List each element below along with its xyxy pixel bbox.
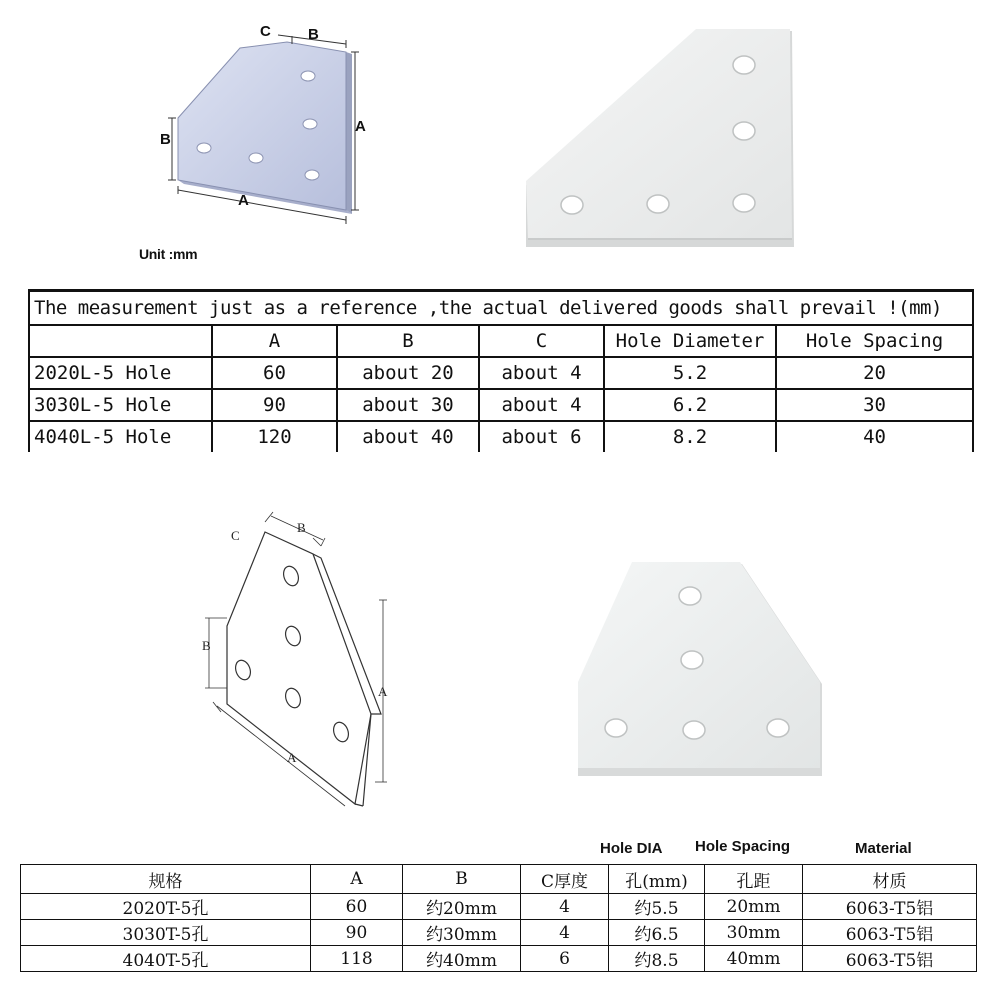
l-plate-dimension-diagram bbox=[150, 18, 380, 238]
table-cell: 4 bbox=[521, 920, 609, 946]
table-cell: 约6.5 bbox=[609, 920, 705, 946]
header-cell: B bbox=[337, 325, 479, 357]
table-cell: 60 bbox=[311, 894, 403, 920]
label-a-bottom: A bbox=[287, 750, 297, 765]
table-cell: about 4 bbox=[479, 389, 604, 421]
table-cell: 3030L-5 Hole bbox=[29, 389, 212, 421]
label-c: C bbox=[231, 528, 240, 543]
table-cell: about 30 bbox=[337, 389, 479, 421]
table-cell: 4040T-5孔 bbox=[21, 946, 311, 972]
table-cell: 约8.5 bbox=[609, 946, 705, 972]
table-row bbox=[29, 357, 973, 389]
table-cell: 40 bbox=[776, 421, 973, 452]
header-cell: 规格 bbox=[21, 865, 311, 894]
table-cell: 4 bbox=[521, 894, 609, 920]
table-cell: 6 bbox=[521, 946, 609, 972]
table-cell: 6.2 bbox=[604, 389, 776, 421]
table-cell: 约5.5 bbox=[609, 894, 705, 920]
table-cell: 约30mm bbox=[403, 920, 521, 946]
table-cell: 90 bbox=[311, 920, 403, 946]
table-cell: 30 bbox=[776, 389, 973, 421]
table-cell: 8.2 bbox=[604, 421, 776, 452]
table-row bbox=[29, 389, 973, 421]
header-cell: 材质 bbox=[803, 865, 977, 894]
l-plate-drawing bbox=[150, 18, 380, 238]
table-row bbox=[21, 920, 977, 946]
header-cell: Hole Spacing bbox=[776, 325, 973, 357]
label-b-side: B bbox=[202, 638, 211, 653]
header-cell: C bbox=[479, 325, 604, 357]
table-row bbox=[29, 421, 973, 452]
table-cell: 2020T-5孔 bbox=[21, 894, 311, 920]
hole-spacing-label: Hole Spacing bbox=[695, 838, 791, 855]
table-cell: 120 bbox=[212, 421, 337, 452]
table-cell: 60 bbox=[212, 357, 337, 389]
table-caption-row bbox=[29, 291, 973, 326]
table-cell: 118 bbox=[311, 946, 403, 972]
label-b-top: B bbox=[297, 520, 306, 535]
l-plate-photo bbox=[510, 25, 810, 255]
table-header-row bbox=[29, 325, 973, 357]
table-cell: 3030T-5孔 bbox=[21, 920, 311, 946]
header-cell: 孔距 bbox=[705, 865, 803, 894]
table-row bbox=[21, 946, 977, 972]
t-plate-photo bbox=[572, 560, 828, 780]
table-cell: 30mm bbox=[705, 920, 803, 946]
header-cell: 孔(mm) bbox=[609, 865, 705, 894]
table-cell: 4040L-5 Hole bbox=[29, 421, 212, 452]
table-cell: 5.2 bbox=[604, 357, 776, 389]
table-cell: 6063-T5铝 bbox=[803, 894, 977, 920]
table-cell: 90 bbox=[212, 389, 337, 421]
material-label: Material bbox=[855, 840, 912, 857]
label-b-side: B bbox=[160, 131, 171, 148]
table-cell: about 6 bbox=[479, 421, 604, 452]
table-cell: 6063-T5铝 bbox=[803, 920, 977, 946]
table-cell: about 20 bbox=[337, 357, 479, 389]
label-b-top: B bbox=[308, 26, 319, 43]
header-cell: B bbox=[403, 865, 521, 894]
table-cell: 20mm bbox=[705, 894, 803, 920]
table-cell: about 40 bbox=[337, 421, 479, 452]
t-plate-dimension-diagram bbox=[195, 510, 395, 810]
table-cell: about 4 bbox=[479, 357, 604, 389]
hole-dia-label: Hole DIA bbox=[600, 840, 663, 857]
table-header-row bbox=[21, 865, 977, 894]
l-plate-face bbox=[178, 42, 346, 210]
table-cell: 2020L-5 Hole bbox=[29, 357, 212, 389]
table-caption: The measurement just as a reference ,the actual delivered goods shall prevail !(mm) bbox=[29, 291, 973, 326]
label-a-bottom: A bbox=[238, 192, 249, 209]
table-row bbox=[21, 894, 977, 920]
label-c: C bbox=[260, 23, 271, 40]
header-cell: A bbox=[212, 325, 337, 357]
label-a-right: A bbox=[378, 684, 388, 699]
t-plate-spec-table bbox=[20, 864, 977, 972]
label-a-right: A bbox=[355, 118, 366, 135]
header-cell: A bbox=[311, 865, 403, 894]
table-cell: 约40mm bbox=[403, 946, 521, 972]
table-cell: 约20mm bbox=[403, 894, 521, 920]
header-cell: Hole Diameter bbox=[604, 325, 776, 357]
header-cell bbox=[29, 325, 212, 357]
unit-text: Unit :mm bbox=[139, 246, 198, 262]
header-cell: C厚度 bbox=[521, 865, 609, 894]
table-cell: 6063-T5铝 bbox=[803, 946, 977, 972]
l-plate-spec-table bbox=[28, 289, 974, 452]
table-cell: 40mm bbox=[705, 946, 803, 972]
table-cell: 20 bbox=[776, 357, 973, 389]
